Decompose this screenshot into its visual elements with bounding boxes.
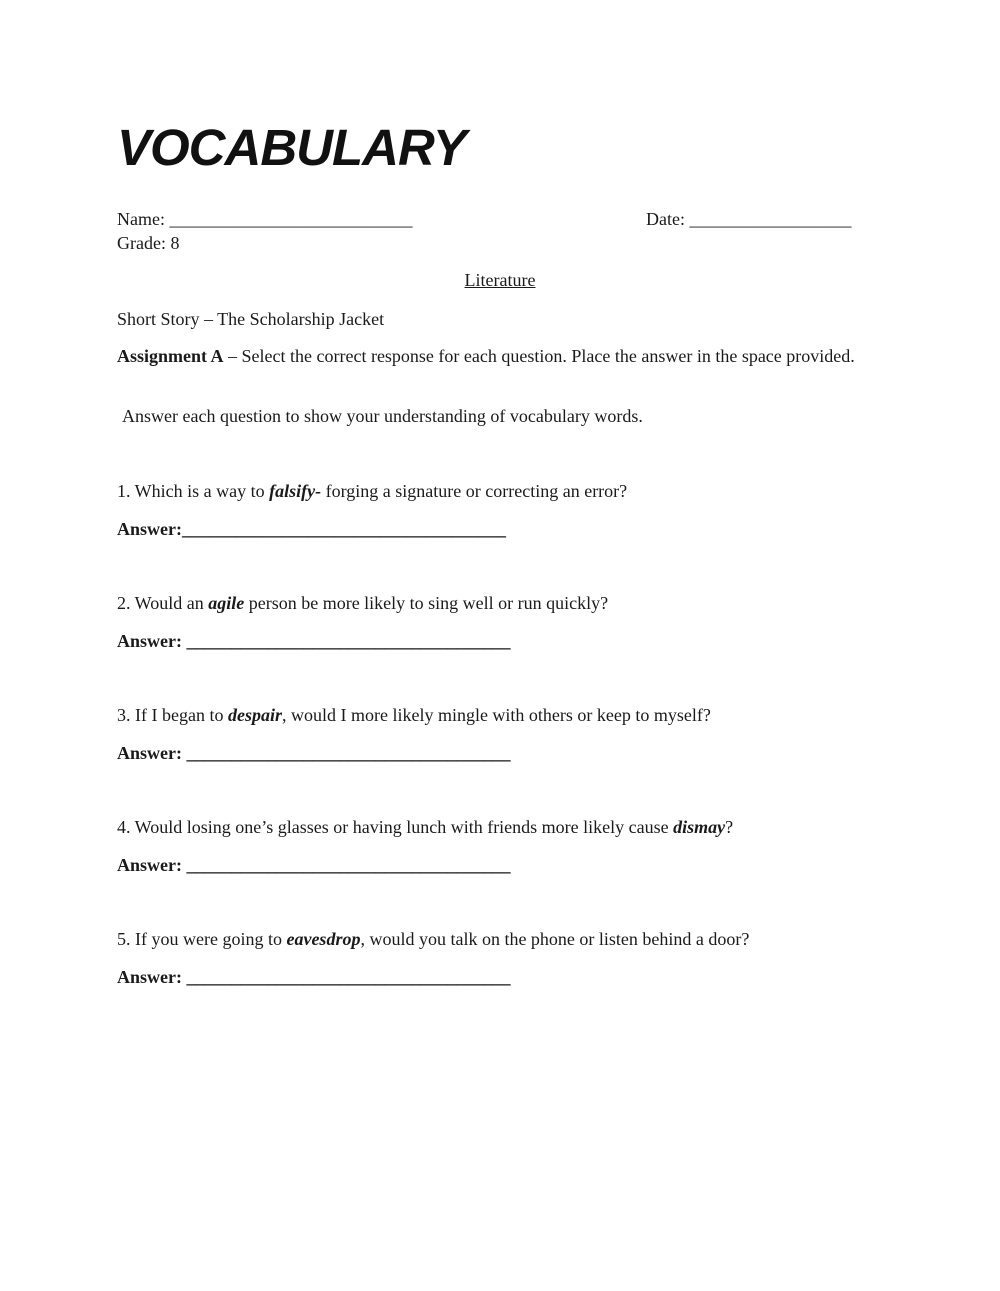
intro-text: Answer each question to show your understanding of vocabulary words. [122,406,643,426]
answer-2-field[interactable]: Answer: ____________________________________ [117,631,511,651]
question-5-keyword: eavesdrop [286,929,361,949]
story-line: Short Story – The Scholarship Jacket [117,309,385,329]
question-2-prefix: 2. Would an [117,593,209,613]
question-5-prefix: 5. If you were going to [117,929,287,949]
question-4-suffix: ? [725,817,734,837]
question-2-keyword: agile [208,593,245,613]
question-2-suffix: person be more likely to sing well or run quickly? [244,593,609,613]
question-1 [117,480,627,502]
question-3-suffix: , would I more likely mingle with others or keep to myself? [281,705,711,725]
answer-3-field[interactable]: Answer: ____________________________________ [117,743,511,763]
page-title: VOCABULARY [117,119,466,176]
name-field-label: Name: ___________________________ [117,209,413,229]
grade-label: Grade: 8 [117,233,180,253]
assignment-instructions [117,344,877,368]
question-5-suffix: , would you talk on the phone or listen behind a door? [360,929,750,949]
question-1-prefix: 1. Which is a way to [117,481,270,501]
question-3 [117,704,711,726]
question-2 [117,592,608,614]
assignment-label: Assignment A [117,346,224,366]
question-3-prefix: 3. If I began to [117,705,228,725]
date-field-label: Date: __________________ [646,209,852,229]
question-4-prefix: 4. Would losing one’s glasses or having lunch with friends more likely cause [117,817,674,837]
question-4-keyword: dismay [673,817,726,837]
question-5 [117,928,749,950]
answer-4-field[interactable]: Answer: ____________________________________ [117,855,511,875]
section-heading-text: Literature [464,270,536,290]
question-1-keyword: falsify- [269,481,322,501]
question-3-keyword: despair [227,705,282,725]
question-1-suffix: forging a signature or correcting an error? [321,481,628,501]
question-4 [117,816,733,838]
section-heading [0,269,1000,291]
answer-5-field[interactable]: Answer: ____________________________________ [117,967,511,987]
assignment-text: – Select the correct response for each question. Place the answer in the space provided. [223,346,855,366]
answer-1-field[interactable]: Answer:____________________________________ [117,519,506,539]
